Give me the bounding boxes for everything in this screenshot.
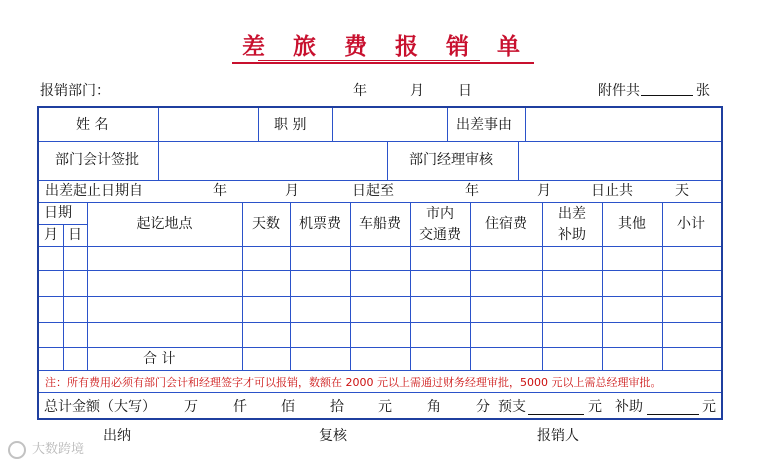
rule bbox=[39, 141, 721, 142]
watermark-text: 大数跨境 bbox=[32, 442, 85, 457]
unit-yuan: 元 bbox=[378, 399, 392, 415]
position-field[interactable] bbox=[334, 110, 446, 139]
rule bbox=[525, 108, 526, 141]
subsidy-amount-blank[interactable] bbox=[647, 399, 699, 415]
subsidy-yuan: 元 bbox=[702, 399, 716, 415]
rule bbox=[447, 108, 448, 141]
trip-until: 日止共 bbox=[591, 183, 633, 199]
col-city-transport-1: 市内 bbox=[426, 206, 454, 222]
col-city-transport-2: 交通费 bbox=[419, 227, 461, 243]
trip-month-2: 月 bbox=[537, 183, 551, 199]
rule bbox=[39, 296, 721, 297]
col-num-days: 天数 bbox=[252, 216, 280, 232]
watermark bbox=[8, 438, 84, 459]
rule bbox=[39, 246, 721, 247]
rule bbox=[158, 108, 159, 141]
rule bbox=[39, 370, 721, 371]
header-month: 月 bbox=[410, 83, 424, 99]
trip-year-1: 年 bbox=[213, 183, 227, 199]
name-field[interactable] bbox=[160, 110, 257, 139]
approval-note: 注：所有费用必须有部门会计和经理签字才可以报销，数额在 2000 元以上需通过财务经理审批，5000 元以上需总经理审批。 bbox=[45, 376, 662, 389]
header-year: 年 bbox=[353, 83, 367, 99]
trip-start-label: 出差起止日期自 bbox=[45, 183, 143, 199]
unit-bai: 佰 bbox=[281, 399, 295, 415]
advance-yuan: 元 bbox=[588, 399, 602, 415]
rule bbox=[39, 202, 721, 203]
col-airfare: 机票费 bbox=[299, 216, 341, 232]
rule bbox=[39, 347, 721, 348]
col-lodging: 住宿费 bbox=[485, 216, 527, 232]
reason-label: 出差事由 bbox=[456, 117, 512, 133]
col-day: 日 bbox=[68, 227, 82, 243]
total-row-label: 合 计 bbox=[143, 351, 176, 367]
unit-qian: 仟 bbox=[233, 399, 247, 415]
claimant-label: 报销人 bbox=[537, 428, 579, 444]
unit-fen: 分 bbox=[476, 399, 490, 415]
trip-year-2: 年 bbox=[465, 183, 479, 199]
header-day: 日 bbox=[458, 83, 472, 99]
mgr-review-label: 部门经理审核 bbox=[409, 152, 493, 168]
rule bbox=[387, 141, 388, 180]
rule bbox=[39, 322, 721, 323]
unit-jiao: 角 bbox=[427, 399, 441, 415]
trip-from-to: 日起至 bbox=[352, 183, 394, 199]
subsidy-label: 补助 bbox=[615, 399, 643, 415]
rule bbox=[39, 392, 721, 393]
attach-label: 附件共 bbox=[598, 83, 640, 99]
advance-amount-blank[interactable] bbox=[528, 399, 584, 415]
advance-label: 预支 bbox=[498, 399, 526, 415]
rule bbox=[518, 141, 519, 180]
position-label: 职 别 bbox=[274, 117, 307, 133]
total-amount-label: 总计金额（大写） bbox=[44, 399, 156, 415]
rule bbox=[258, 108, 259, 141]
acct-sign-label: 部门会计签批 bbox=[55, 152, 139, 168]
unit-shi: 拾 bbox=[330, 399, 344, 415]
watermark-logo-icon bbox=[8, 441, 26, 459]
col-subtotal: 小计 bbox=[677, 216, 705, 232]
trip-month-1: 月 bbox=[285, 183, 299, 199]
cashier-label: 出纳 bbox=[103, 428, 131, 444]
col-train-boat: 车船费 bbox=[359, 216, 401, 232]
form-title: 差 旅 费 报 销 单 bbox=[0, 28, 766, 64]
title-underline bbox=[258, 60, 480, 61]
attach-count-blank[interactable] bbox=[641, 80, 693, 96]
rule bbox=[158, 141, 159, 180]
unit-wan: 万 bbox=[184, 399, 198, 415]
col-month: 月 bbox=[44, 227, 58, 243]
rule bbox=[39, 270, 721, 271]
name-label: 姓 名 bbox=[76, 117, 109, 133]
col-allowance-2: 补助 bbox=[558, 227, 586, 243]
col-allowance-1: 出差 bbox=[558, 206, 586, 222]
rule bbox=[39, 180, 721, 181]
trip-days-unit: 天 bbox=[675, 183, 689, 199]
rule bbox=[63, 224, 64, 370]
dept-label: 报销部门： bbox=[40, 83, 110, 99]
col-route: 起讫地点 bbox=[136, 216, 193, 232]
col-date: 日期 bbox=[44, 205, 72, 221]
col-other: 其他 bbox=[618, 216, 646, 232]
mgr-review-field[interactable] bbox=[520, 143, 720, 179]
attach-unit: 张 bbox=[696, 83, 710, 99]
reason-field[interactable] bbox=[527, 110, 719, 139]
review-label: 复核 bbox=[319, 428, 347, 444]
rule bbox=[332, 108, 333, 141]
acct-sign-field[interactable] bbox=[160, 143, 386, 179]
